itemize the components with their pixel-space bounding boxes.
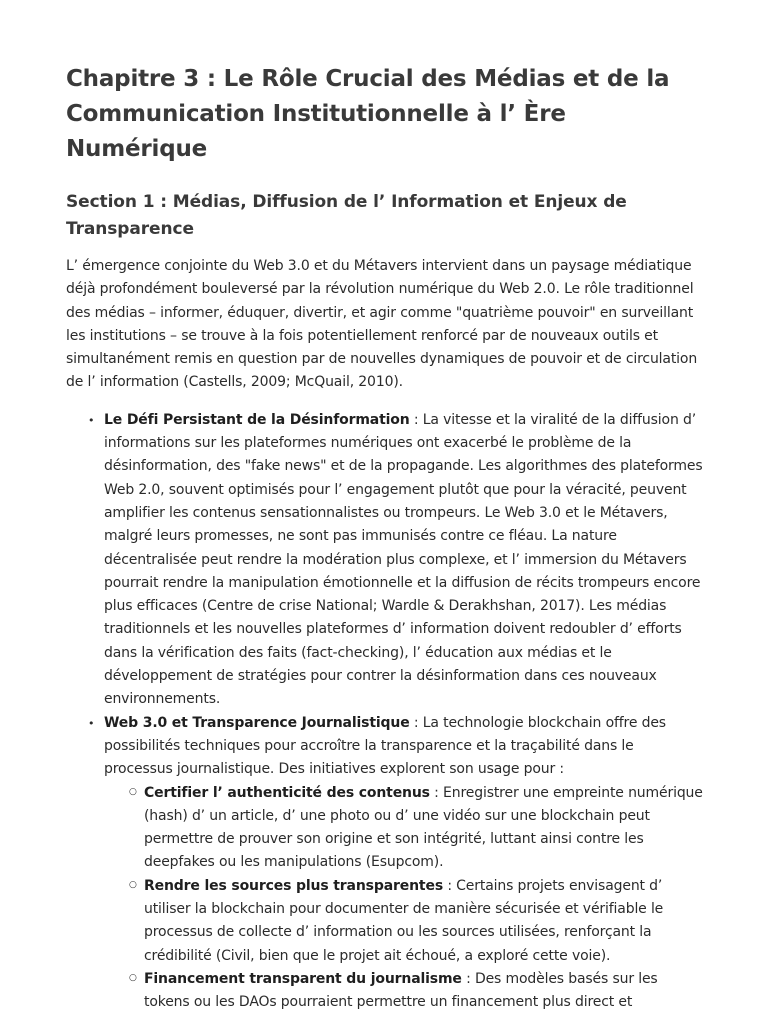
sub-bullet-item-sources — [144, 875, 704, 968]
sub-bullet-text: : Enregistrer une empreinte numérique (hash) d’ un article, d’ une photo ou d’ une vidéo sur une blockchain peut permettre de prouver son origine et son intégrité, luttant ainsi contre les deepfakes ou les manipulations (Esupcom). — [144, 784, 703, 871]
bullet-item-web3-transparence — [104, 712, 704, 1015]
bullet-item-desinformation — [104, 409, 704, 712]
bullet-text: : La technologie blockchain offre des possibilités techniques pour accroître la transparence et la traçabilité dans le processus journalistique. Des initiatives explorent son usage pour : — [104, 714, 666, 778]
intro-paragraph: L’ émergence conjointe du Web 3.0 et du Métavers intervient dans un paysage médiatique déjà profondément bouleversé par la révolution numérique du Web 2.0. Le rôle traditionnel des médias – informer, éduquer, divertir, et agir comme "quatrième pouvoir" en surveillant les institutions – se trouve à la fois potentiellement renforcé par de nouveaux outils et simultanément remis en question par de nouvelles dynamiques de pouvoir et de circulation de l’ information (Castells, 2009; McQuail, 2010). — [66, 258, 698, 391]
sub-bullet-term: Rendre les sources plus transparentes — [144, 877, 444, 894]
sub-bullet-item-financement — [144, 968, 704, 1015]
bullet-term: Le Défi Persistant de la Désinformation — [104, 411, 410, 428]
sub-bullet-text: : Des modèles basés sur les tokens ou les DAOs pourraient permettre un financement plus direct et — [144, 970, 658, 1011]
sub-bullet-text: : Certains projets envisagent d’ utiliser la blockchain pour documenter de manière sécurisée et vérifiable le processus de collecte d’ information ou les sources utilisées, renforçant la crédibilité (Civil, bien que le projet ait échoué, a exploré cette voie). — [144, 877, 664, 964]
sub-bullet-list — [104, 782, 704, 1015]
section-title: Section 1 : Médias, Diffusion de l’ Information et Enjeux de Transparence — [66, 192, 627, 239]
bullet-text: : La vitesse et la viralité de la diffusion d’ informations sur les plateformes numériques ont exacerbé le problème de la désinformation, des "fake news" et de la propagande. Les algorithmes des plateformes Web 2.0, souvent optimisés pour l’ engagement plutôt que pour la véracité, peuvent amplifier les contenus sensationnalistes ou trompeurs. Le Web 3.0 et le Métavers, malgré leurs promesses, ne sont pas immunisés contre ce fléau. La nature décentralisée peut rendre la modération plus complexe, et l’ immersion du Métavers pourrait rendre la manipulation émotionnelle et la diffusion de récits trompeurs encore plus efficaces (Centre de crise National; Wardle & Derakhshan, 2017). Les médias traditionnels et les nouvelles plateformes d’ information doivent redoubler d’ efforts dans la vérification des faits (fact-checking), l’ éducation aux médias et le développement de stratégies pour contrer la désinformation dans ces nouveaux environnements. — [104, 411, 703, 708]
bullet-list — [66, 409, 704, 1015]
sub-bullet-term: Certifier l’ authenticité des contenus — [144, 784, 430, 801]
sub-bullet-item-certifier — [144, 782, 704, 875]
chapter-title: Chapitre 3 : Le Rôle Crucial des Médias et de la Communication Institutionnelle à l’ Ère Numérique — [66, 66, 670, 162]
sub-bullet-term: Financement transparent du journalisme — [144, 970, 462, 987]
bullet-term: Web 3.0 et Transparence Journalistique — [104, 714, 410, 731]
